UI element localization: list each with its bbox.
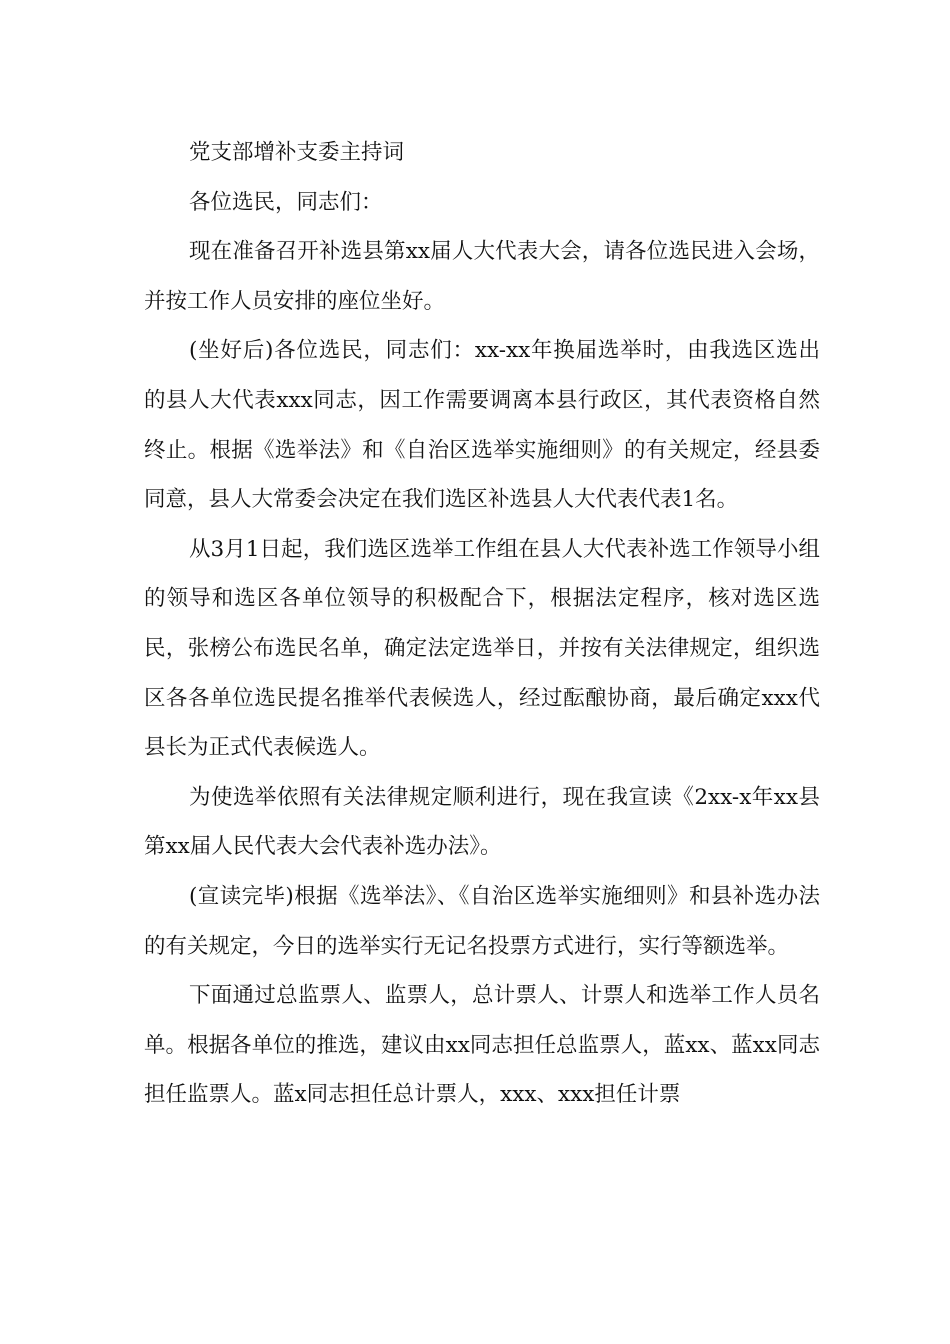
paragraph-background: (坐好后)各位选民，同志们：xx-xx年换届选举时，由我选区选出的县人大代表xxx同志，因工作需要调离本县行政区，其代表资格自然终止。根据《选举法》和《自治区选举实施细则》的有关规定，经县委同意，县人大常委会决定在我们选区补选县人大代表代表1名。 xyxy=(144,338,820,513)
paragraph-method: (宣读完毕)根据《选举法》、《自治区选举实施细则》和县补选办法的有关规定，今日的选举实行无记名投票方式进行，实行等额选举。 xyxy=(144,883,820,959)
document-body xyxy=(144,128,820,1120)
document-title: 党支部增补支委主持词 xyxy=(189,140,405,165)
paragraph-opening: 现在准备召开补选县第xx届人大代表大会，请各位选民进入会场，并按工作人员安排的座位坐好。 xyxy=(144,239,820,314)
paragraph-reading: 为使选举依照有关法律规定顺利进行，现在我宣读《2xx-x年xx县第xx届人民代表大会代表补选办法》。 xyxy=(144,784,820,860)
paragraph-greeting: 各位选民，同志们： xyxy=(189,189,383,215)
paragraph-preparation: 从3月1日起，我们选区选举工作组在县人大代表补选工作领导小组的领导和选区各单位领导的积极配合下，根据法定程序，核对选区选民，张榜公布选民名单，确定法定选举日，并按有关法律规定，组织选区各各单位选民提名推举代表候选人，经过酝酿协商，最后确定xxx代县长为正式代表候选人。 xyxy=(144,536,820,761)
paragraph-staff: 下面通过总监票人、监票人，总计票人、计票人和选举工作人员名单。根据各单位的推选，建议由xx同志担任总监票人，蓝xx、蓝xx同志担任监票人。蓝x同志担任总计票人，xxx、xxx担任计票 xyxy=(144,983,820,1108)
